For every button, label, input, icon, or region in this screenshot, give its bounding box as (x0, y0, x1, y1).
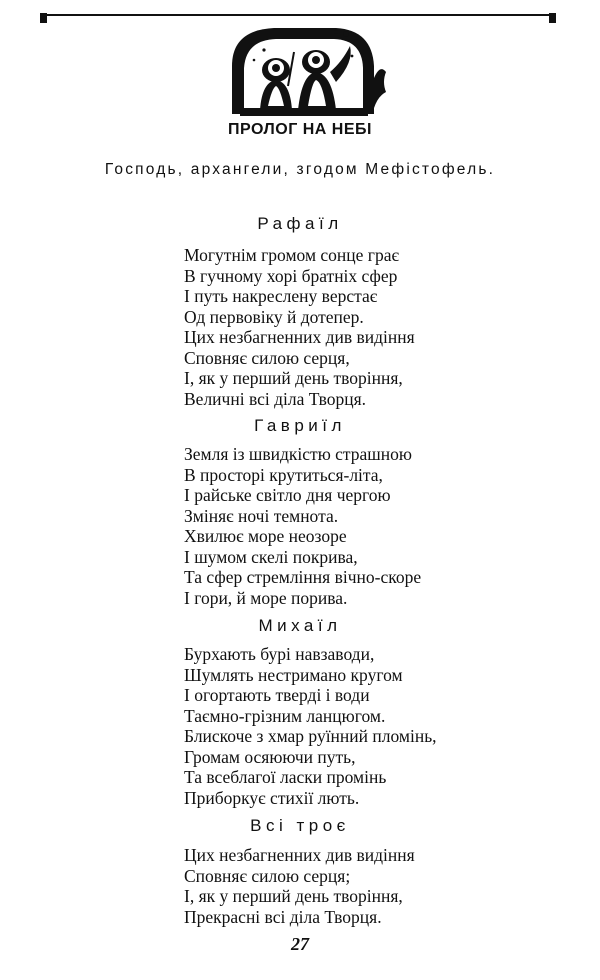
verse-line: Прекрасні всі діла Творця. (184, 906, 382, 927)
verse-line: В гучному хорі братніх сфер (184, 265, 398, 286)
verse-line: Цих незбагненних див видіння (184, 327, 415, 347)
verse-line: Сповняє силою серця, (184, 347, 350, 368)
corner-mark-right (549, 13, 556, 23)
verse-line: Величні всі діла Творця. (184, 388, 366, 409)
stanza-gabriel (184, 444, 421, 608)
verse-line: Сповняє силою серця; (184, 865, 351, 886)
verse-line: І райське світло дня чергою (184, 485, 391, 505)
stanza-raphael (184, 245, 415, 409)
speaker-michael: Михаїл (258, 616, 342, 635)
top-rule (42, 14, 552, 16)
verse-line: Земля із швидкістю страшною (184, 444, 412, 464)
verse-line: Од первовіку й дотепер. (184, 306, 364, 327)
angels-vignette-illustration (224, 22, 386, 118)
verse-line: Бурхають бурі навзаводи, (184, 644, 375, 664)
verse-line: І огортають тверді і води (184, 685, 370, 705)
stanza-michael (184, 644, 437, 808)
verse-line: Громам осяюючи путь, (184, 746, 356, 767)
verse-line: Таємно-грізним ланцюгом. (184, 705, 386, 726)
verse-line: І путь накреслену верстає (184, 286, 378, 306)
speaker-gabriel: Гавриїл (254, 416, 346, 435)
verse-line: Приборкує стихії лють. (184, 787, 360, 808)
verse-line: І, як у перший день творіння, (184, 886, 403, 906)
verse-line: В просторі крутиться-літа, (184, 464, 383, 485)
verse-line: Шумлять нестримано кругом (184, 664, 403, 685)
page-number: 27 (291, 934, 309, 954)
verse-line: І гори, й море порива. (184, 587, 348, 608)
verse-line: Та всеблагої ласки промінь (184, 767, 387, 787)
verse-line: Хвилює море неозоре (184, 526, 347, 546)
stanza-all-three (184, 845, 415, 927)
verse-line: Зміняє ночі темнота. (184, 505, 339, 526)
verse-line: Могутнім громом сонце грає (184, 245, 400, 265)
corner-mark-left (40, 13, 47, 23)
page-title: ПРОЛОГ НА НЕБІ (228, 121, 372, 138)
stage-direction: Господь, архангели, згодом Мефістофель. (104, 161, 496, 178)
verse-line: Блискоче з хмар руїнний пломінь, (184, 726, 437, 746)
verse-line: І, як у перший день творіння, (184, 368, 403, 388)
speaker-all-three: Всі троє (250, 816, 350, 835)
verse-line: Та сфер стремління вічно-скоре (184, 567, 422, 587)
verse-line: І шумом скелі покрива, (184, 546, 358, 567)
speaker-raphael: Рафаїл (257, 214, 343, 233)
verse-line: Цих незбагненних див видіння (184, 845, 415, 865)
